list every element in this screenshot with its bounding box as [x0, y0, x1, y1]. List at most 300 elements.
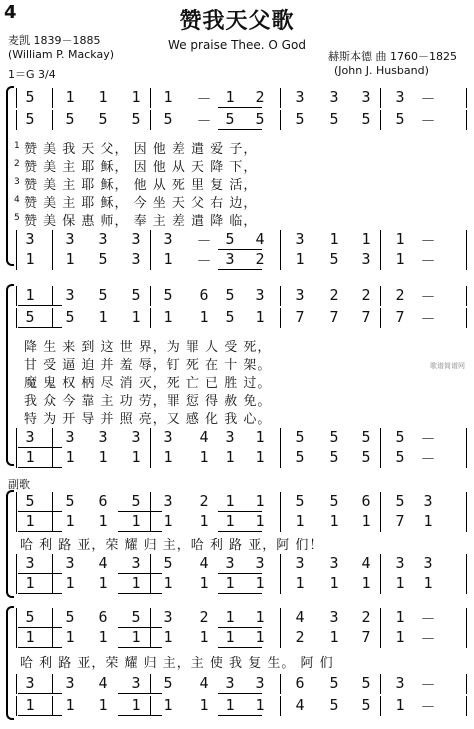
note-alto: 1 [225, 512, 235, 530]
note-bass: 1 [131, 574, 141, 592]
note-soprano: 5 [131, 492, 141, 510]
note-tenor: 3 [65, 674, 75, 692]
note-bass: 4 [295, 696, 305, 714]
verse-number: 4 [14, 195, 20, 205]
note-bass: 1 [255, 448, 265, 466]
note-soprano: 2 [255, 88, 265, 106]
note-soprano: 3 [395, 88, 405, 106]
note-tenor: 6 [295, 674, 305, 692]
bass-row [0, 448, 474, 468]
note-tenor: 5 [395, 428, 405, 446]
note-bass: 1 [199, 448, 209, 466]
barline [16, 554, 17, 574]
note-soprano: 6 [98, 492, 108, 510]
barline [280, 696, 281, 716]
eighth-beam [118, 715, 162, 716]
note-soprano: 3 [329, 88, 339, 106]
barline [16, 574, 17, 594]
eighth-beam [218, 107, 262, 108]
note-bass: 3 [225, 250, 235, 268]
barline [280, 574, 281, 594]
verse-number: 3 [14, 177, 20, 187]
note-soprano: 5 [329, 492, 339, 510]
barline [150, 448, 151, 468]
note-soprano: 1 [255, 608, 265, 626]
barline [466, 250, 467, 270]
note-alto: － [420, 630, 436, 648]
barline [52, 250, 53, 270]
note-bass: 3 [131, 250, 141, 268]
note-tenor: － [196, 232, 212, 250]
eighth-beam [218, 269, 262, 270]
eighth-beam [218, 693, 262, 694]
note-soprano: 3 [163, 492, 173, 510]
barline [16, 492, 17, 512]
eighth-beam [118, 647, 162, 648]
barline [52, 88, 53, 108]
lyrics-verse-4 [0, 192, 474, 210]
note-tenor: 3 [295, 230, 305, 248]
note-tenor: 5 [295, 428, 305, 446]
note-tenor: 4 [255, 230, 265, 248]
barline [150, 554, 151, 574]
note-alto: 5 [395, 110, 405, 128]
barline [52, 308, 53, 328]
note-alto: － [420, 310, 436, 328]
eighth-beam [118, 593, 162, 594]
note-tenor: 3 [131, 674, 141, 692]
note-tenor: 3 [65, 554, 75, 572]
note-alto: 2 [295, 628, 305, 646]
note-bass: 1 [163, 696, 173, 714]
note-bass: 1 [225, 574, 235, 592]
note-soprano: 1 [25, 286, 35, 304]
note-soprano: 5 [25, 88, 35, 106]
note-tenor: 3 [131, 230, 141, 248]
alto-row [0, 308, 474, 328]
note-bass: 1 [131, 696, 141, 714]
barline [380, 628, 381, 648]
lyric-line: 赞 美 主 耶 稣， 他 从 死 里 复 活， [24, 178, 258, 193]
note-soprano: 5 [225, 286, 235, 304]
note-tenor: 3 [131, 554, 141, 572]
note-bass: 5 [329, 696, 339, 714]
barline [52, 428, 53, 448]
note-alto: 7 [361, 308, 371, 326]
note-bass: 1 [25, 574, 35, 592]
barline [380, 674, 381, 694]
barline [466, 628, 467, 648]
barline [52, 286, 53, 306]
barline [16, 250, 17, 270]
note-tenor: 3 [163, 230, 173, 248]
note-alto: 1 [255, 512, 265, 530]
system-3 [0, 488, 474, 600]
note-bass: 5 [361, 448, 371, 466]
note-alto: 5 [65, 110, 75, 128]
note-bass: 1 [295, 250, 305, 268]
note-alto: 1 [25, 512, 35, 530]
note-alto: 1 [329, 628, 339, 646]
note-alto: 7 [361, 628, 371, 646]
note-soprano: 5 [131, 286, 141, 304]
note-tenor: 4 [98, 554, 108, 572]
barline [380, 230, 381, 250]
note-bass: 1 [65, 696, 75, 714]
barline [380, 574, 381, 594]
note-bass: 1 [65, 448, 75, 466]
note-soprano: 3 [163, 608, 173, 626]
lyricist-cn: 麦凯 1839－1885 [8, 34, 101, 47]
note-soprano: 6 [361, 492, 371, 510]
system-2 [0, 280, 474, 472]
barline [380, 512, 381, 532]
note-bass: 1 [199, 696, 209, 714]
bass-row [0, 696, 474, 716]
soprano-row [0, 88, 474, 108]
note-tenor: 4 [199, 554, 209, 572]
barline [16, 230, 17, 250]
note-soprano: 3 [255, 286, 265, 304]
lyrics-verse-2 [0, 354, 474, 372]
note-soprano: 5 [25, 608, 35, 626]
barline [52, 574, 53, 594]
note-alto: 7 [395, 512, 405, 530]
verse-number: 2 [14, 159, 20, 169]
note-tenor: 3 [225, 554, 235, 572]
note-tenor: 3 [25, 554, 35, 572]
note-tenor: 3 [225, 428, 235, 446]
eighth-beam [218, 531, 262, 532]
barline [150, 512, 151, 532]
system-1 [0, 82, 474, 272]
barline [52, 230, 53, 250]
note-alto: 1 [225, 628, 235, 646]
note-soprano: 2 [395, 286, 405, 304]
barline [52, 492, 53, 512]
lyrics-verse-3 [0, 174, 474, 192]
barline [150, 88, 151, 108]
lyrics-verse-1 [0, 336, 474, 354]
barline [380, 696, 381, 716]
note-bass: 5 [361, 696, 371, 714]
barline [466, 110, 467, 130]
note-soprano: 3 [423, 492, 433, 510]
note-tenor: 3 [65, 230, 75, 248]
note-soprano: 2 [329, 286, 339, 304]
note-soprano: 5 [65, 608, 75, 626]
lyric-line: 甘 受 逼 迫 并 羞 辱，钉 死 在 十 架。 [24, 358, 272, 373]
note-alto: 1 [329, 512, 339, 530]
barline [52, 512, 53, 532]
note-tenor: 5 [361, 674, 371, 692]
barline [280, 230, 281, 250]
note-bass: 2 [255, 250, 265, 268]
barline [150, 608, 151, 628]
note-tenor: － [420, 430, 436, 448]
barline [466, 696, 467, 716]
note-tenor: 1 [361, 230, 371, 248]
note-tenor: 3 [25, 230, 35, 248]
verse-number: 1 [14, 141, 20, 151]
song-subtitle: We praise Thee. O God [168, 38, 306, 52]
soprano-row [0, 492, 474, 512]
note-bass: 5 [295, 448, 305, 466]
note-soprano: 1 [131, 88, 141, 106]
note-alto: 1 [199, 512, 209, 530]
refrain-label: 副歌 [8, 478, 30, 491]
lyrics-verse-1 [0, 138, 474, 156]
barline [280, 110, 281, 130]
note-bass: 1 [25, 250, 35, 268]
eighth-beam [218, 593, 262, 594]
note-alto: 5 [255, 110, 265, 128]
note-alto: － [196, 112, 212, 130]
note-soprano: 1 [98, 88, 108, 106]
note-bass: 1 [98, 574, 108, 592]
barline [466, 286, 467, 306]
verse-number: 5 [14, 213, 20, 223]
note-tenor: 5 [163, 674, 173, 692]
barline [280, 286, 281, 306]
note-tenor: 5 [163, 554, 173, 572]
note-soprano: 1 [65, 88, 75, 106]
note-bass: 1 [395, 696, 405, 714]
note-tenor: 3 [98, 428, 108, 446]
note-alto: 1 [163, 512, 173, 530]
barline [52, 674, 53, 694]
note-tenor: 3 [225, 674, 235, 692]
note-bass: 5 [329, 250, 339, 268]
barline [466, 448, 467, 468]
note-tenor: 3 [255, 674, 265, 692]
note-alto: 1 [98, 628, 108, 646]
barline [52, 110, 53, 130]
lyric-line: 哈 利 路 亚，荣 耀 归 主，哈 利 路 亚，阿 们！ [20, 538, 324, 553]
note-tenor: 3 [295, 554, 305, 572]
note-soprano: － [420, 90, 436, 108]
note-soprano: 6 [199, 286, 209, 304]
alto-row [0, 512, 474, 532]
lyric-line: 赞 美 保 惠 师， 奉 主 差 遣 降 临， [24, 214, 258, 229]
note-alto: 7 [329, 308, 339, 326]
note-tenor: 5 [329, 428, 339, 446]
note-bass: 1 [255, 574, 265, 592]
lyric-line: 赞 美 我 天 父， 因 他 差 遣 爱 子， [24, 142, 258, 157]
note-soprano: 3 [65, 286, 75, 304]
soprano-row [0, 608, 474, 628]
note-bass: 1 [423, 574, 433, 592]
barline [150, 230, 151, 250]
barline [466, 608, 467, 628]
note-alto: 1 [423, 512, 433, 530]
note-bass: － [420, 698, 436, 716]
barline [150, 428, 151, 448]
note-tenor: 3 [131, 428, 141, 446]
barline [280, 250, 281, 270]
note-bass: 1 [199, 574, 209, 592]
note-soprano: 5 [98, 286, 108, 304]
barline [280, 628, 281, 648]
barline [466, 230, 467, 250]
eighth-beam [218, 715, 262, 716]
note-tenor: 4 [98, 674, 108, 692]
note-bass: 3 [361, 250, 371, 268]
note-soprano: 2 [361, 286, 371, 304]
barline [466, 428, 467, 448]
note-alto: 5 [25, 110, 35, 128]
barline [150, 492, 151, 512]
note-soprano: － [196, 90, 212, 108]
note-bass: 1 [163, 250, 173, 268]
barline [280, 308, 281, 328]
song-title: 赞我天父歌 [179, 9, 295, 34]
barline [466, 512, 467, 532]
note-tenor: － [420, 232, 436, 250]
note-soprano: － [420, 288, 436, 306]
lyrics-verse-5 [0, 210, 474, 228]
barline [16, 628, 17, 648]
note-alto: 1 [395, 628, 405, 646]
barline [16, 608, 17, 628]
note-soprano: 5 [395, 492, 405, 510]
lyric-line: 赞 美 主 耶 稣， 因 他 从 天 降 下， [24, 160, 258, 175]
note-soprano: 5 [65, 492, 75, 510]
eighth-beam [18, 467, 62, 468]
note-tenor: 3 [25, 674, 35, 692]
note-bass: 1 [131, 448, 141, 466]
note-tenor: 3 [423, 554, 433, 572]
alto-row [0, 628, 474, 648]
note-bass: 1 [98, 448, 108, 466]
note-soprano: 1 [255, 492, 265, 510]
soprano-row [0, 286, 474, 306]
note-alto: 1 [131, 628, 141, 646]
barline [466, 88, 467, 108]
note-tenor: 3 [98, 230, 108, 248]
barline [150, 696, 151, 716]
eighth-beam [18, 593, 62, 594]
note-soprano: 2 [199, 492, 209, 510]
barline [466, 574, 467, 594]
note-tenor: 4 [199, 428, 209, 446]
note-bass: 1 [395, 574, 405, 592]
system-4 [0, 604, 474, 724]
eighth-beam [18, 327, 62, 328]
barline [52, 554, 53, 574]
note-soprano: 5 [163, 286, 173, 304]
note-bass: 1 [295, 574, 305, 592]
barline [150, 250, 151, 270]
note-bass: 1 [25, 696, 35, 714]
note-alto: 5 [65, 308, 75, 326]
note-alto: 1 [199, 628, 209, 646]
barline [380, 286, 381, 306]
lyrics-refrain [0, 534, 474, 552]
note-tenor: 3 [395, 554, 405, 572]
note-tenor: 3 [255, 554, 265, 572]
eighth-beam [18, 693, 62, 694]
barline [150, 110, 151, 130]
note-alto: 1 [65, 628, 75, 646]
note-alto: 5 [131, 110, 141, 128]
barline [16, 674, 17, 694]
barline [16, 696, 17, 716]
eighth-beam [18, 305, 62, 306]
barline [52, 608, 53, 628]
note-tenor: 1 [395, 230, 405, 248]
barline [380, 492, 381, 512]
barline [16, 512, 17, 532]
note-soprano: 1 [225, 492, 235, 510]
barline [380, 308, 381, 328]
note-bass: 1 [255, 696, 265, 714]
barline [280, 88, 281, 108]
barline [280, 428, 281, 448]
note-tenor: 3 [395, 674, 405, 692]
note-soprano: － [420, 610, 436, 628]
barline [380, 250, 381, 270]
barline [150, 286, 151, 306]
note-alto: 5 [225, 308, 235, 326]
barline [380, 428, 381, 448]
note-tenor: 1 [329, 230, 339, 248]
note-soprano: 2 [199, 608, 209, 626]
note-alto: 1 [131, 308, 141, 326]
barline [16, 428, 17, 448]
note-alto: 1 [163, 628, 173, 646]
note-tenor: 3 [65, 428, 75, 446]
note-alto: 5 [295, 110, 305, 128]
barline [280, 674, 281, 694]
note-soprano: 5 [25, 492, 35, 510]
note-alto: 1 [255, 628, 265, 646]
barline [280, 448, 281, 468]
note-alto: 1 [98, 308, 108, 326]
tenor-row [0, 554, 474, 574]
barline [150, 574, 151, 594]
barline [52, 628, 53, 648]
note-bass: 1 [361, 574, 371, 592]
bass-row [0, 250, 474, 270]
note-alto: 5 [98, 110, 108, 128]
note-bass: － [196, 252, 212, 270]
note-tenor: 4 [199, 674, 209, 692]
note-alto: 1 [25, 628, 35, 646]
note-alto: 1 [131, 512, 141, 530]
note-bass: 5 [98, 250, 108, 268]
watermark: 歌谱简谱网 [430, 362, 465, 370]
note-alto: 1 [255, 308, 265, 326]
note-bass: 1 [163, 574, 173, 592]
key-signature: 1＝G 3/4 [8, 68, 56, 81]
eighth-beam [118, 693, 162, 694]
note-soprano: 1 [395, 608, 405, 626]
note-alto: 5 [225, 110, 235, 128]
barline [52, 696, 53, 716]
note-bass: 1 [225, 448, 235, 466]
note-alto: 1 [361, 512, 371, 530]
alto-row [0, 110, 474, 130]
bass-row [0, 574, 474, 594]
composer-cn: 赫斯本德 曲 1760－1825 [328, 50, 457, 63]
note-soprano: 3 [361, 88, 371, 106]
note-soprano: 3 [329, 608, 339, 626]
note-bass: 1 [25, 448, 35, 466]
barline [380, 88, 381, 108]
lyrics-verse-3 [0, 372, 474, 390]
barline [150, 308, 151, 328]
